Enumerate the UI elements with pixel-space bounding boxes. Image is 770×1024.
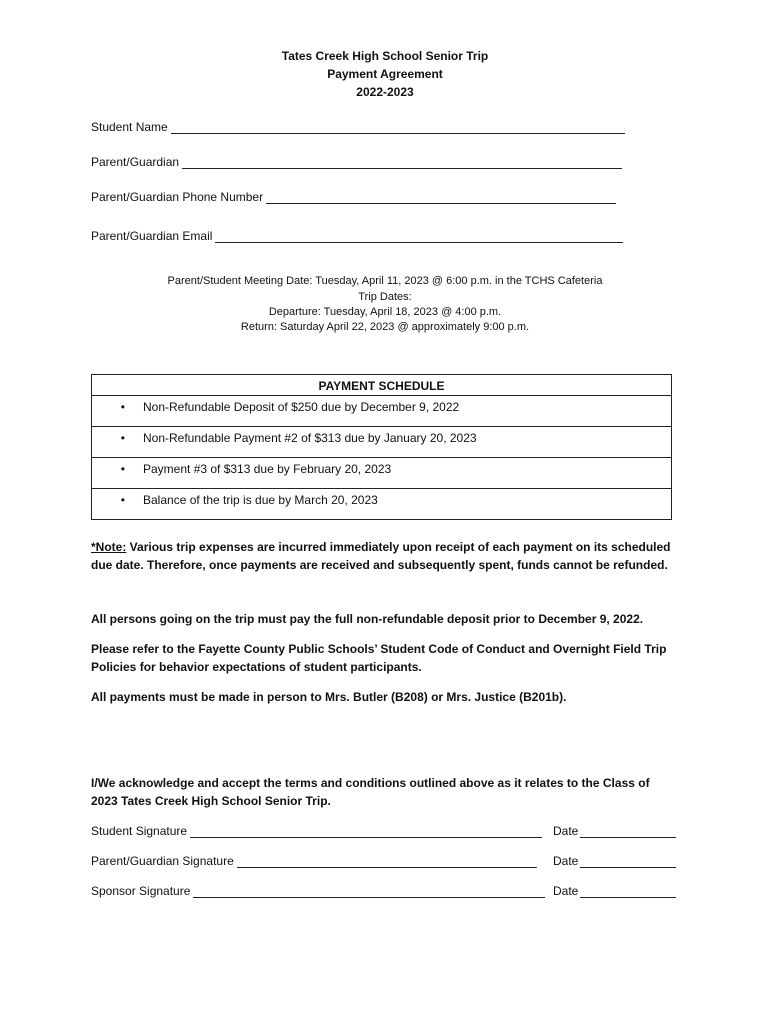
refund-note xyxy=(91,538,691,574)
payment-schedule-heading: PAYMENT SCHEDULE xyxy=(92,375,672,396)
parent-guardian-label: Parent/Guardian xyxy=(91,155,180,169)
student-name-field[interactable] xyxy=(91,118,625,134)
note-label: *Note: xyxy=(91,540,127,554)
sponsor-date-line[interactable] xyxy=(580,885,676,898)
parent-phone-line[interactable] xyxy=(266,191,616,204)
student-signature-label: Student Signature xyxy=(91,824,188,838)
parent-email-line[interactable] xyxy=(215,230,623,243)
departure-date: Departure: Tuesday, April 18, 2023 @ 4:00 p.m. xyxy=(268,306,502,318)
payment-location: All payments must be made in person to Mrs. Butler (B208) or Mrs. Justice (B201b). xyxy=(91,690,567,704)
conduct-policy-line1: Please refer to the Fayette County Public Schools’ Student Code of Conduct and Overnight Field Trip xyxy=(91,642,667,656)
sponsor-date-field[interactable] xyxy=(553,882,676,898)
acknowledgement-line2: 2023 Tates Creek High School Senior Trip. xyxy=(91,794,331,808)
table-row xyxy=(92,396,672,427)
parent-guardian-line[interactable] xyxy=(182,156,622,169)
conduct-policy-line2: Policies for behavior expectations of student participants. xyxy=(91,660,422,674)
parent-date-label: Date xyxy=(553,854,579,868)
parent-signature-label: Parent/Guardian Signature xyxy=(91,854,234,868)
bullet-icon: • xyxy=(120,400,125,414)
bullet-icon: • xyxy=(120,431,125,445)
return-date: Return: Saturday April 22, 2023 @ approximately 9:00 p.m. xyxy=(240,321,530,333)
parent-signature-field[interactable] xyxy=(91,852,537,868)
sponsor-signature-field[interactable] xyxy=(91,882,545,898)
payment-schedule-table xyxy=(91,374,672,520)
deposit-policy: All persons going on the trip must pay the full non-refundable deposit prior to December 9, 2022. xyxy=(91,612,644,626)
parent-phone-label: Parent/Guardian Phone Number xyxy=(91,190,264,204)
student-signature-line[interactable] xyxy=(190,825,542,838)
student-date-field[interactable] xyxy=(553,822,676,838)
student-name-line[interactable] xyxy=(171,121,625,134)
acknowledgement-line1: I/We acknowledge and accept the terms and conditions outlined above as it relates to the Class of xyxy=(91,776,650,790)
sponsor-date-label: Date xyxy=(553,884,579,898)
bullet-icon: • xyxy=(120,493,125,507)
document-subtitle: Payment Agreement xyxy=(327,67,443,81)
table-row xyxy=(92,489,672,520)
sponsor-signature-label: Sponsor Signature xyxy=(91,884,191,898)
sponsor-signature-line[interactable] xyxy=(193,885,545,898)
schedule-item: Payment #3 of $313 due by February 20, 2023 xyxy=(143,462,392,476)
meeting-date: Parent/Student Meeting Date: Tuesday, April 11, 2023 @ 6:00 p.m. in the TCHS Cafeteria xyxy=(167,275,603,287)
note-text-line2: due date. Therefore, once payments are received and subsequently spent, funds cannot be refunded. xyxy=(91,558,668,572)
document-year: 2022-2023 xyxy=(356,85,414,99)
parent-signature-line[interactable] xyxy=(237,855,537,868)
student-date-label: Date xyxy=(553,824,579,838)
conduct-policy xyxy=(91,640,691,676)
schedule-item: Non-Refundable Payment #2 of $313 due by January 20, 2023 xyxy=(143,431,477,445)
schedule-item: Non-Refundable Deposit of $250 due by December 9, 2022 xyxy=(143,400,460,414)
acknowledgement xyxy=(91,774,691,810)
document-title: Tates Creek High School Senior Trip xyxy=(281,49,489,63)
schedule-item: Balance of the trip is due by March 20, 2023 xyxy=(143,493,378,507)
note-text-line1: Various trip expenses are incurred immediately upon receipt of each payment on its scheduled xyxy=(126,540,671,554)
student-name-label: Student Name xyxy=(91,120,168,134)
table-row xyxy=(92,458,672,489)
parent-email-label: Parent/Guardian Email xyxy=(91,229,213,243)
student-signature-field[interactable] xyxy=(91,822,542,838)
table-row xyxy=(92,427,672,458)
parent-phone-field[interactable] xyxy=(91,188,616,204)
parent-date-field[interactable] xyxy=(553,852,676,868)
trip-dates-label: Trip Dates: xyxy=(358,291,412,303)
parent-email-field[interactable] xyxy=(91,227,623,243)
bullet-icon: • xyxy=(120,462,125,476)
parent-date-line[interactable] xyxy=(580,855,676,868)
student-date-line[interactable] xyxy=(580,825,676,838)
parent-guardian-field[interactable] xyxy=(91,153,622,169)
